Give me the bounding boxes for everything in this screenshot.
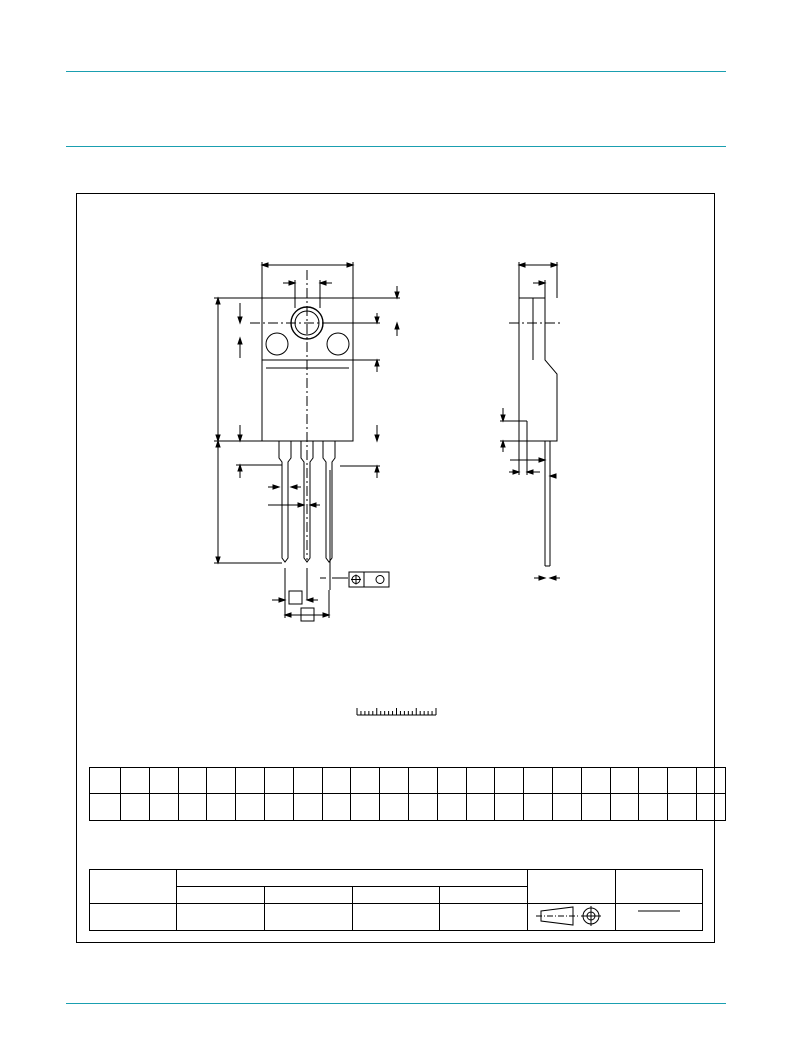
dimension-cell	[149, 794, 178, 821]
scale-bar	[357, 708, 436, 715]
ejector-mark-right	[327, 333, 349, 355]
dimension-cell	[293, 794, 322, 821]
dimension-cell	[149, 768, 178, 794]
dimension-cell	[380, 794, 409, 821]
dimension-cell	[408, 768, 437, 794]
reference-jedec	[264, 887, 352, 904]
reference-jeita	[352, 887, 440, 904]
dimension-cell	[639, 794, 668, 821]
dimension-cell	[581, 794, 610, 821]
side-body	[519, 298, 557, 441]
reference-other-value	[440, 904, 528, 931]
package-front-view	[214, 262, 400, 621]
dimension-cell	[90, 794, 121, 821]
projection-header	[528, 870, 616, 904]
ejector-mark-left	[266, 333, 288, 355]
dimension-cell	[322, 794, 351, 821]
dimension-cell	[552, 768, 581, 794]
dimension-cell	[524, 794, 553, 821]
reference-other	[440, 887, 528, 904]
package-side-view	[500, 262, 560, 580]
dimension-cell	[207, 794, 236, 821]
issue-date-value	[616, 904, 703, 931]
dimension-cell	[639, 768, 668, 794]
dimension-cell	[293, 768, 322, 794]
issue-date-header	[616, 870, 703, 904]
dimension-cell	[121, 768, 150, 794]
dimension-cell	[408, 794, 437, 821]
dimension-cell	[524, 768, 553, 794]
dimension-cell	[207, 768, 236, 794]
reference-jeita-value	[352, 904, 440, 931]
reference-jedec-value	[264, 904, 352, 931]
dimension-cell	[495, 794, 524, 821]
dimension-cell	[178, 794, 207, 821]
dimension-cell	[264, 768, 293, 794]
dimension-cell	[351, 768, 380, 794]
reference-iec	[177, 887, 265, 904]
dimension-cell	[264, 794, 293, 821]
dimension-cell	[466, 794, 495, 821]
dimension-cell	[437, 768, 466, 794]
dimension-cell	[696, 768, 725, 794]
dimension-cell	[668, 768, 697, 794]
dimension-cell	[696, 794, 725, 821]
dimension-cell	[380, 768, 409, 794]
dimension-table	[89, 767, 726, 821]
dimension-cell	[610, 794, 639, 821]
dimension-cell	[351, 794, 380, 821]
dimension-cell	[236, 768, 265, 794]
projection-value	[528, 904, 616, 931]
dimension-cell	[668, 794, 697, 821]
dimension-cell	[236, 794, 265, 821]
dimension-cell	[495, 768, 524, 794]
dimension-cell	[610, 768, 639, 794]
datum-box-1	[289, 591, 302, 604]
reference-iec-value	[177, 904, 265, 931]
dimension-cell	[90, 768, 121, 794]
outline-version-value	[90, 904, 177, 931]
dimension-cell	[121, 794, 150, 821]
dimension-cell	[552, 794, 581, 821]
dimension-cell	[466, 768, 495, 794]
outline-version-table	[89, 869, 703, 931]
references-header	[177, 870, 528, 887]
dimension-cell	[322, 768, 351, 794]
dimension-cell	[581, 768, 610, 794]
dimension-cell	[437, 794, 466, 821]
dimension-cell	[178, 768, 207, 794]
outline-version-header	[90, 870, 177, 904]
tolerance-frame	[349, 572, 389, 587]
